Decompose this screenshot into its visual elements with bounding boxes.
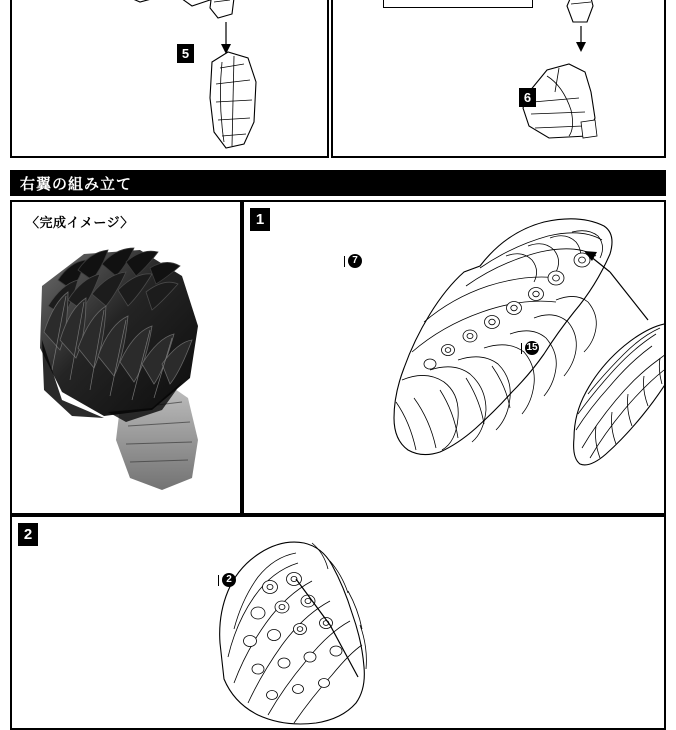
preview-caption: 〈完成イメージ〉 xyxy=(26,215,134,230)
section-title: 右翼の組み立て xyxy=(20,175,133,193)
part-label-7 xyxy=(344,254,362,268)
section-title-bar xyxy=(10,170,666,196)
inset-artwork xyxy=(384,0,531,6)
step-number-2: 2 xyxy=(23,526,33,543)
subassembly-inset-box xyxy=(383,0,533,8)
step-2-panel xyxy=(10,515,666,730)
completed-wing-image xyxy=(12,240,240,510)
part-number-2: 2 xyxy=(222,573,236,587)
top-left-artwork xyxy=(12,0,327,156)
step-badge-1 xyxy=(250,208,270,231)
part-label-2 xyxy=(218,573,236,587)
step-badge-6 xyxy=(519,88,536,107)
label-tick xyxy=(521,343,522,354)
label-tick xyxy=(218,575,219,586)
step-badge-2 xyxy=(18,523,38,546)
top-right-artwork xyxy=(333,0,664,156)
step-number-1: 1 xyxy=(255,211,265,228)
part-number-7: 7 xyxy=(348,254,362,268)
step-1-artwork xyxy=(244,202,664,513)
top-right-panel xyxy=(331,0,666,158)
top-left-panel xyxy=(10,0,329,158)
step-2-artwork xyxy=(12,517,664,728)
step-badge-5 xyxy=(177,44,194,63)
step-number-6: 6 xyxy=(523,90,532,105)
part-number-15: 15 xyxy=(526,342,538,353)
step-1-panel xyxy=(242,200,666,515)
label-tick xyxy=(344,256,345,267)
step-number-5: 5 xyxy=(181,46,190,61)
part-label-15 xyxy=(521,341,539,355)
preview-panel xyxy=(10,200,242,515)
